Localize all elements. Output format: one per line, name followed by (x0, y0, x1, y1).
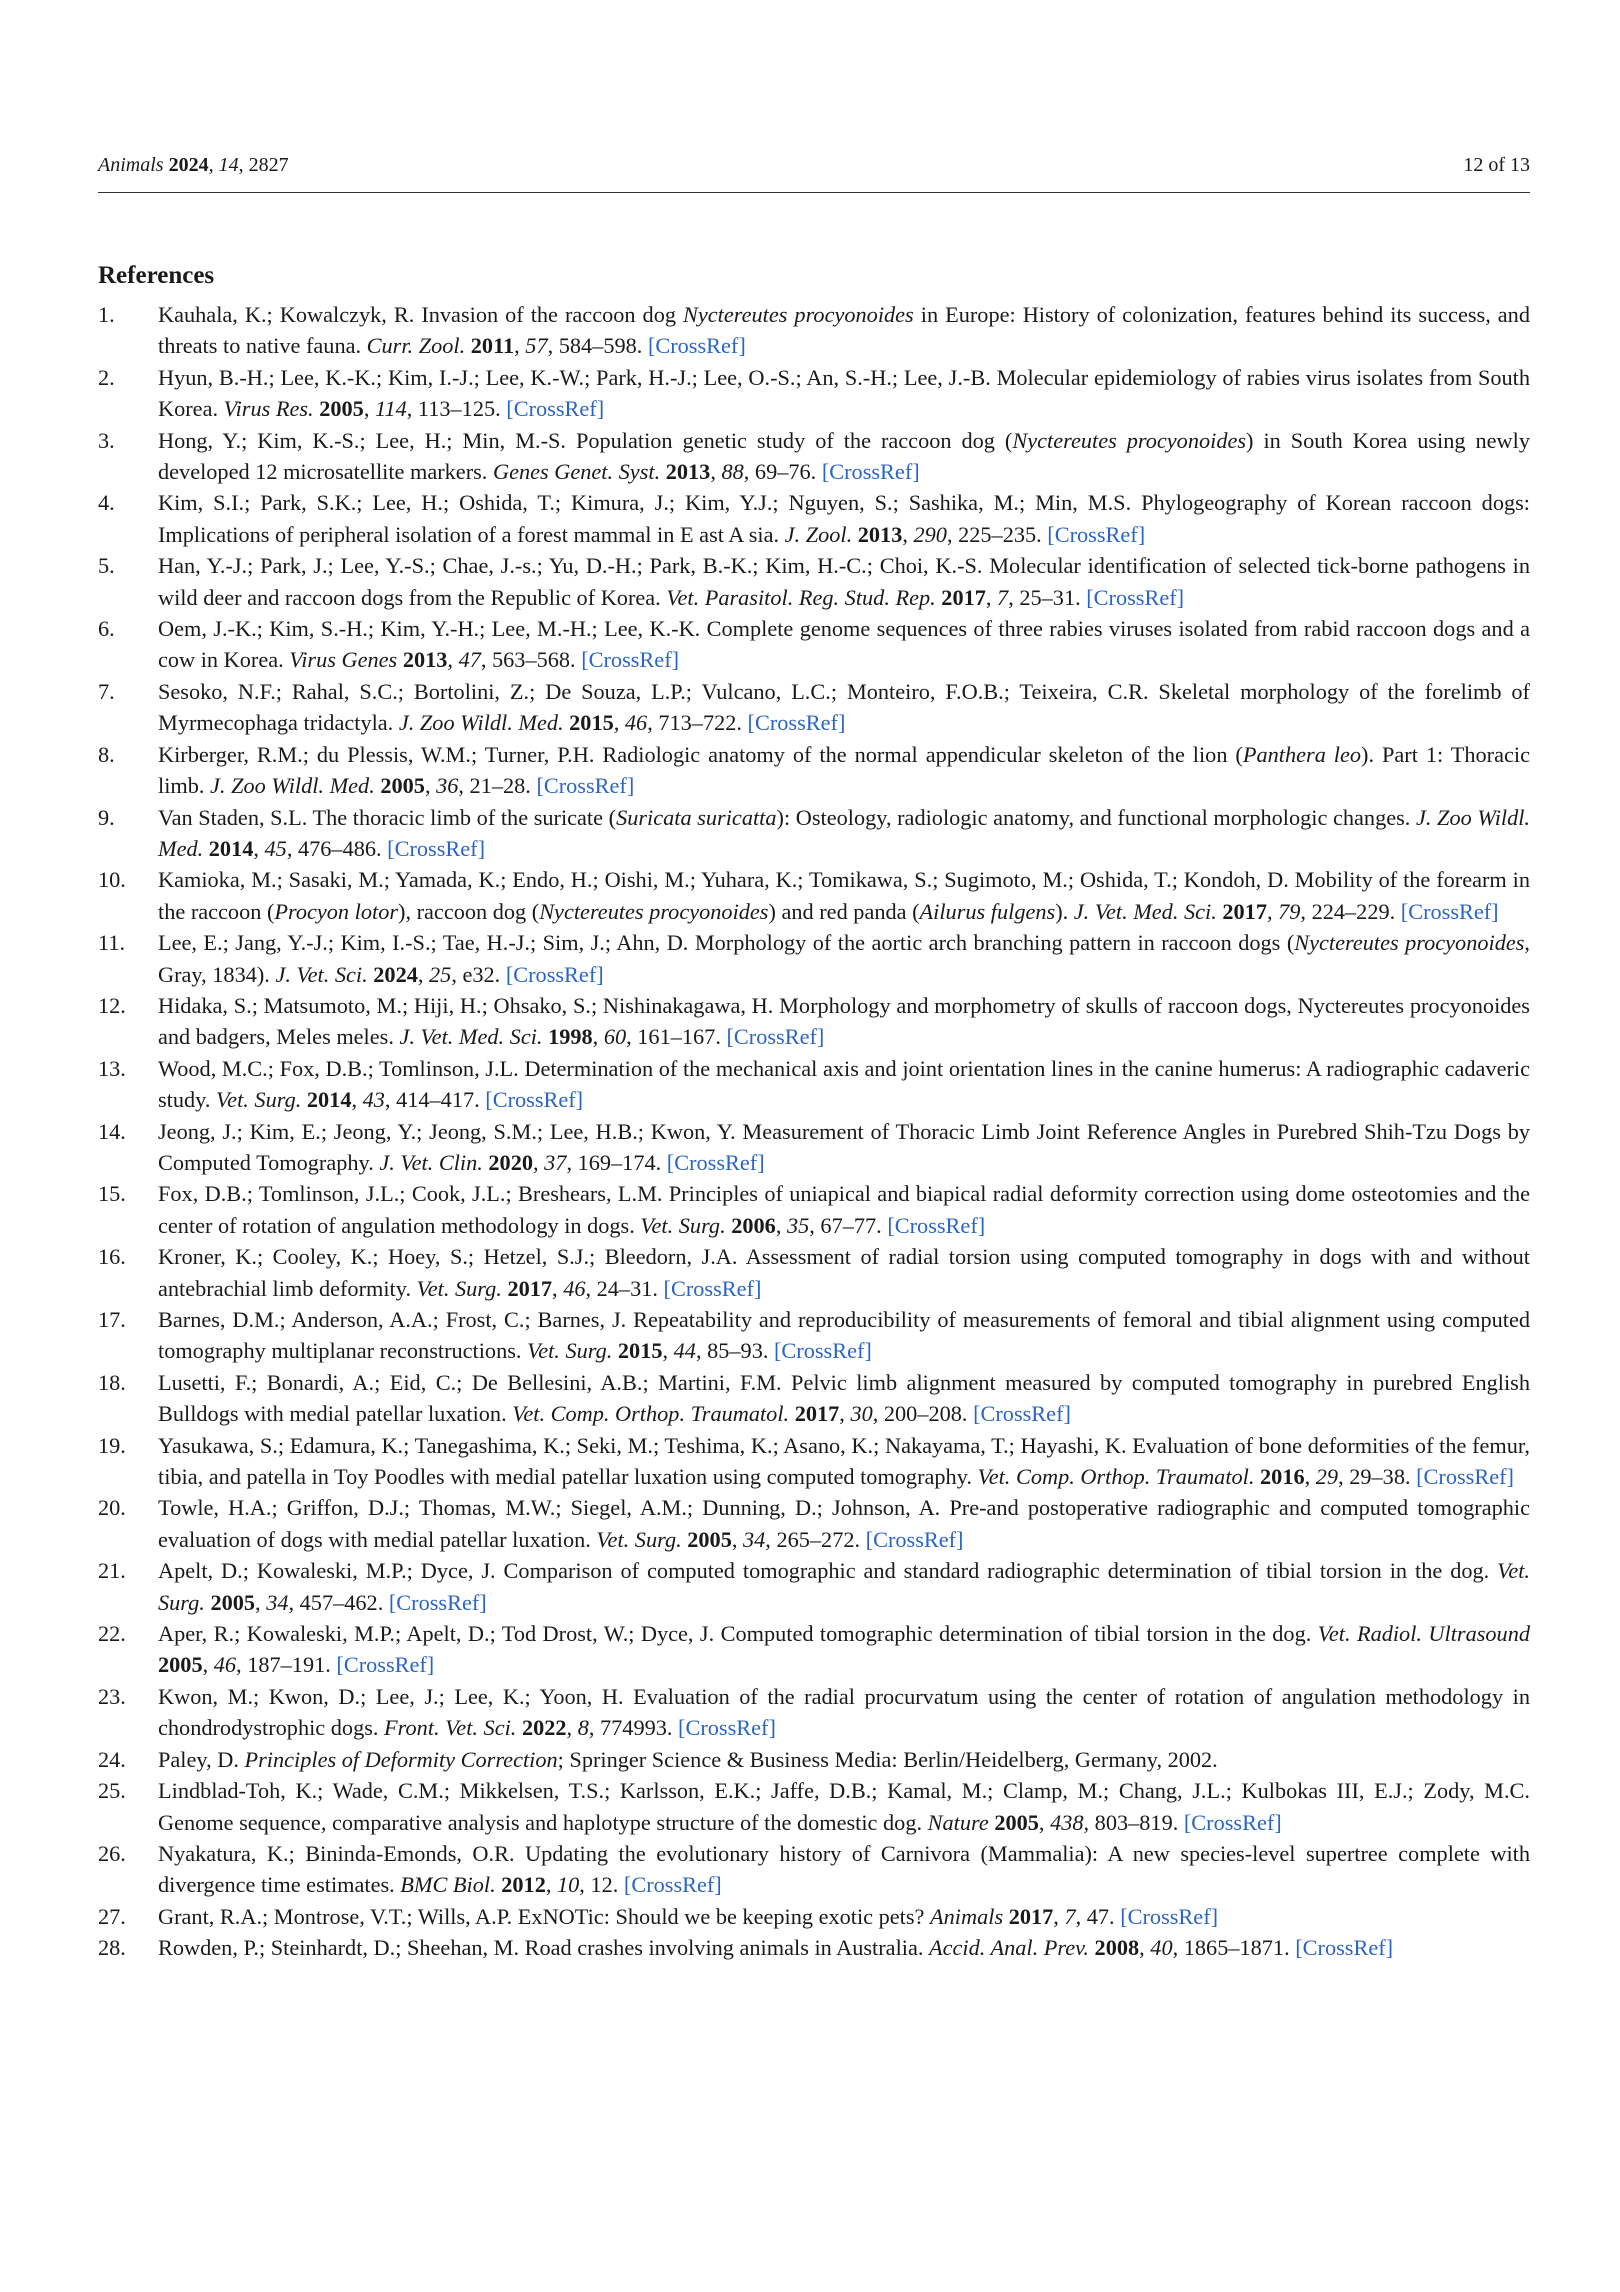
page-number: 12 of 13 (1463, 154, 1530, 176)
crossref-link[interactable]: [CrossRef] (726, 1024, 825, 1050)
reference-item (98, 550, 1530, 613)
reference-italic-text: Panthera leo (1242, 741, 1362, 767)
references-heading: References (98, 262, 215, 289)
reference-year: 2014 (306, 1087, 352, 1113)
reference-italic-text: 43 (362, 1087, 385, 1113)
reference-italic-text: 36 (436, 773, 459, 799)
reference-item (98, 1241, 1530, 1304)
reference-text: , (1053, 1903, 1065, 1929)
reference-item (98, 487, 1530, 550)
reference-italic-text: 47 (458, 647, 481, 673)
reference-text: Van Staden, S.L. The thoracic limb of the suricate ( (158, 804, 617, 830)
reference-item (98, 425, 1530, 488)
crossref-link[interactable]: [CrossRef] (1400, 898, 1499, 924)
reference-text: , (662, 1338, 674, 1364)
reference-text: Paley, D. (158, 1746, 245, 1772)
reference-italic-text: J. Vet. Clin. (379, 1149, 483, 1175)
reference-italic-text: Accid. Anal. Prev. (929, 1935, 1089, 1961)
reference-item (98, 802, 1530, 865)
crossref-link[interactable]: [CrossRef] (485, 1087, 584, 1113)
reference-number: 12. (98, 992, 126, 1018)
reference-italic-text: Virus Res. (223, 396, 314, 422)
reference-text: , 67–77. (809, 1212, 888, 1238)
reference-text: Kirberger, R.M.; du Plessis, W.M.; Turner, P.H. Radiologic anatomy of the normal appendicular skeleton of the lion ( (158, 741, 1243, 767)
reference-year: 2012 (501, 1872, 546, 1898)
reference-italic-text: 45 (264, 835, 287, 861)
reference-number: 13. (98, 1055, 126, 1081)
reference-text: Hong, Y.; Kim, K.-S.; Lee, H.; Min, M.-S. Population genetic study of the raccoon dog ( (158, 427, 1013, 453)
reference-list (98, 299, 1530, 1964)
reference-text: , (255, 1589, 267, 1615)
reference-italic-text: J. Vet. Sci. (275, 961, 368, 987)
reference-italic-text: Nyctereutes procyonoides (539, 898, 769, 924)
reference-number: 27. (98, 1903, 126, 1929)
reference-number: 14. (98, 1118, 126, 1144)
reference-text: , (417, 961, 430, 987)
reference-italic-text: 7 (997, 584, 1009, 610)
reference-item (98, 676, 1530, 739)
reference-text: , (447, 647, 459, 673)
reference-italic-text: Principles of Deformity Correction (244, 1746, 558, 1772)
reference-italic-text: Vet. Radiol. Ultrasound (1317, 1621, 1530, 1647)
reference-text: , (985, 584, 998, 610)
crossref-link[interactable]: [CrossRef] (821, 459, 920, 485)
reference-italic-text: Animals (930, 1903, 1004, 1929)
crossref-link[interactable]: [CrossRef] (1120, 1903, 1219, 1929)
crossref-link[interactable]: [CrossRef] (663, 1275, 762, 1301)
reference-text: Apelt, D.; Kowaleski, M.P.; Dyce, J. Comparison of computed tomographic and standard radiographic determination of tibial torsion in the dog. (158, 1558, 1498, 1584)
reference-text: ) and red panda ( (768, 898, 920, 924)
reference-italic-text: 34 (743, 1526, 766, 1552)
reference-number: 25. (98, 1778, 126, 1804)
reference-text: Kim, S.I.; Park, S.K.; Lee, H.; Oshida, T.; Kimura, J.; Kim, Y.J.; Nguyen, S.; Sashika, M.; Min, M.S. Phylogeography of Korean raccoon dogs: Implications of peripheral isolation of a forest mammal in E ast A sia. (158, 490, 1530, 547)
reference-number: 16. (98, 1244, 126, 1270)
reference-italic-text: BMC Biol. (400, 1872, 496, 1898)
reference-italic-text: Vet. Surg. (596, 1526, 682, 1552)
reference-text: ) in South Korea using newly developed 12 microsatellite markers. (158, 427, 1530, 485)
reference-item (98, 1430, 1530, 1493)
reference-item (98, 362, 1530, 425)
crossref-link[interactable]: [CrossRef] (747, 710, 846, 736)
reference-text: , (710, 459, 722, 485)
reference-item (98, 1775, 1530, 1838)
reference-italic-text: Vet. Surg. (216, 1087, 302, 1113)
reference-text: Han, Y.-J.; Park, J.; Lee, Y.-S.; Chae, J.-s.; Yu, D.-H.; Park, B.-K.; Kim, H.-C.; Choi, K.-S. Molecular identification of selected tick-borne pathogens in wild deer and raccoon dogs from the Republic of Korea. (158, 553, 1530, 610)
reference-italic-text: Vet. Surg. (640, 1212, 726, 1238)
article-number: 2827 (248, 154, 289, 176)
reference-year: 2024 (373, 961, 418, 987)
reference-number: 1. (98, 302, 115, 327)
reference-number: 28. (98, 1935, 126, 1961)
reference-italic-text: 25 (429, 961, 452, 987)
reference-text: , 24–31. (585, 1275, 664, 1301)
reference-text: , 200–208. (872, 1401, 974, 1427)
reference-text: , 224–229. (1300, 898, 1401, 924)
crossref-link[interactable]: [CrossRef] (774, 1338, 872, 1364)
reference-text: , (514, 333, 526, 359)
reference-number: 4. (98, 490, 115, 516)
reference-italic-text: Nyctereutes procyonoides (1294, 930, 1525, 956)
reference-year: 2022 (521, 1715, 567, 1741)
reference-number: 8. (98, 741, 115, 767)
reference-year: 2013 (857, 521, 903, 547)
reference-year: 2015 (617, 1338, 663, 1364)
reference-text: Kwon, M.; Kwon, D.; Lee, J.; Lee, K.; Yoon, H. Evaluation of the radial procurvatum using the center of rotation of angulation methodology in chondrodystrophic dogs. (158, 1683, 1530, 1741)
reference-text: , (1266, 898, 1279, 924)
reference-text: Aper, R.; Kowaleski, M.P.; Apelt, D.; Tod Drost, W.; Dyce, J. Computed tomographic determination of tibial torsion in the dog. (158, 1621, 1318, 1647)
reference-text: Lee, E.; Jang, Y.-J.; Kim, I.-S.; Tae, H.-J.; Sim, J.; Ahn, D. Morphology of the aortic arch branching pattern in raccoon dogs ( (158, 930, 1295, 956)
reference-item (98, 864, 1530, 927)
reference-item (98, 1178, 1530, 1241)
reference-number: 26. (98, 1840, 126, 1866)
reference-italic-text: Virus Genes (289, 647, 398, 673)
reference-text: ): Osteology, radiologic anatomy, and functional morphologic changes. (776, 804, 1416, 830)
reference-italic-text: 34 (266, 1589, 289, 1615)
reference-italic-text: J. Zoo Wildl. Med. (158, 804, 1531, 861)
reference-italic-text: Genes Genet. Syst. (492, 459, 661, 485)
reference-italic-text: 44 (673, 1338, 696, 1364)
reference-item (98, 299, 1530, 362)
reference-item (98, 927, 1530, 990)
reference-year: 2005 (994, 1809, 1039, 1835)
reference-text: , 169–174. (566, 1149, 667, 1175)
reference-text: Kamioka, M.; Sasaki, M.; Yamada, K.; Endo, H.; Oishi, M.; Yuhara, K.; Tomikawa, S.; Sugimoto, M.; Oshida, T.; Kondoh, D. Mobility of the forearm in the raccoon ( (158, 867, 1530, 924)
reference-number: 5. (98, 553, 115, 579)
reference-text: , 113–125. (406, 396, 507, 422)
reference-year: 2013 (665, 459, 711, 485)
reference-italic-text: J. Zoo Wildl. Med. (210, 773, 375, 799)
reference-item (98, 1901, 1530, 1932)
reference-number: 3. (98, 427, 115, 453)
reference-number: 18. (98, 1369, 126, 1395)
reference-year: 2005 (319, 396, 364, 422)
reference-year: 2005 (380, 773, 425, 799)
reference-italic-text: 46 (563, 1275, 586, 1301)
reference-italic-text: Nature (927, 1809, 989, 1835)
reference-italic-text: 114 (374, 396, 407, 422)
reference-text: , 563–568. (480, 647, 582, 673)
crossref-link[interactable]: [CrossRef] (506, 396, 605, 422)
reference-year: 2017 (1222, 898, 1267, 924)
reference-text: , 265–272. (765, 1526, 866, 1552)
reference-text: in Europe: History of colonization, features behind its success, and threats to native fauna. (158, 302, 1530, 359)
reference-year: 2006 (731, 1212, 776, 1238)
reference-item (98, 1618, 1530, 1681)
reference-item (98, 1838, 1530, 1901)
reference-text: , 803–819. (1083, 1809, 1184, 1835)
reference-text: Yasukawa, S.; Edamura, K.; Tanegashima, K.; Seki, M.; Teshima, K.; Asano, K.; Nakayama, T.; Hayashi, K. Evaluation of bone deformities of the femur, tibia, and patella in Toy Poodles with medial patellar luxation using computed tomography. (158, 1432, 1530, 1490)
reference-text: , (839, 1401, 851, 1427)
reference-text: , (363, 396, 375, 422)
reference-italic-text: J. Vet. Med. Sci. (399, 1024, 543, 1050)
reference-text: Wood, M.C.; Fox, D.B.; Tomlinson, J.L. Determination of the mechanical axis and joint orientation lines in the canine humerus: A radiographic cadaveric study. (158, 1055, 1530, 1113)
reference-text: Lindblad-Toh, K.; Wade, C.M.; Mikkelsen, T.S.; Karlsson, E.K.; Jaffe, D.B.; Kamal, M.; Clamp, M.; Chang, J.L.; Kulbokas III, E.J.; Zody, M.C. Genome sequence, comparative analysis and haplotype structure of the domestic dog. (158, 1778, 1530, 1835)
reference-text: ). (1055, 898, 1074, 924)
reference-text: , (1304, 1464, 1316, 1490)
reference-italic-text: Vet. Parasitol. Reg. Stud. Rep. (666, 584, 936, 610)
reference-text: , 584–598. (547, 333, 648, 359)
reference-number: 21. (98, 1558, 126, 1584)
reference-text: , 25–31. (1008, 584, 1087, 610)
reference-text: Grant, R.A.; Montrose, V.T.; Wills, A.P. ExNOTic: Should we be keeping exotic pets? (158, 1903, 931, 1929)
reference-number: 15. (98, 1181, 126, 1207)
reference-number: 10. (98, 867, 126, 893)
reference-text: Nyakatura, K.; Bininda-Emonds, O.R. Updating the evolutionary history of Carnivora (Mammalia): A new species-level supertree complete with divergence time estimates. (158, 1840, 1530, 1898)
reference-italic-text: 40 (1150, 1935, 1173, 1961)
reference-item (98, 1681, 1530, 1744)
reference-item (98, 613, 1530, 676)
reference-text: , (902, 521, 914, 547)
reference-text: , (1139, 1935, 1151, 1961)
reference-italic-text: Curr. Zool. (366, 333, 466, 359)
reference-text: , (424, 773, 437, 799)
reference-text: , 1865–1871. (1172, 1935, 1296, 1961)
reference-item (98, 1304, 1530, 1367)
reference-text: , (552, 1275, 564, 1301)
reference-item (98, 1555, 1530, 1618)
reference-item (98, 1116, 1530, 1179)
crossref-link[interactable]: [CrossRef] (388, 1589, 487, 1615)
crossref-link[interactable]: [CrossRef] (623, 1872, 722, 1898)
reference-year: 2020 (488, 1149, 533, 1175)
reference-year: 2011 (470, 333, 515, 359)
reference-italic-text: 290 (913, 521, 947, 547)
reference-text: ). Part 1: Thoracic limb. (158, 741, 1530, 799)
crossref-link[interactable]: [CrossRef] (678, 1715, 776, 1741)
reference-italic-text: 79 (1278, 898, 1301, 924)
reference-text: , (532, 1149, 545, 1175)
reference-text: ), raccoon dog ( (398, 898, 540, 924)
reference-item (98, 1932, 1530, 1963)
reference-text: , (202, 1652, 214, 1678)
journal-citation: Animals 2024, 14, 2827 (98, 154, 289, 176)
crossref-link[interactable]: [CrossRef] (1416, 1464, 1514, 1490)
reference-italic-text: Vet. Surg. (416, 1275, 502, 1301)
crossref-link[interactable]: [CrossRef] (865, 1526, 964, 1552)
crossref-link[interactable]: [CrossRef] (887, 1212, 986, 1238)
reference-italic-text: 35 (786, 1212, 810, 1238)
reference-italic-text: Vet. Surg. (527, 1338, 613, 1364)
reference-item (98, 739, 1530, 802)
reference-item (98, 1744, 1530, 1775)
reference-text: Barnes, D.M.; Anderson, A.A.; Frost, C.; Barnes, J. Repeatability and reproducibility of measurements of femoral and tibial alignment using computed tomography multiplanar reconstructions. (158, 1307, 1530, 1364)
reference-text: , (775, 1212, 787, 1238)
reference-italic-text: 10 (557, 1872, 580, 1898)
reference-text: , 12. (579, 1872, 624, 1898)
reference-number: 11. (98, 930, 126, 956)
reference-text: , 47. (1075, 1903, 1121, 1929)
reference-italic-text: 37 (544, 1149, 567, 1175)
reference-text: , 69–76. (743, 459, 822, 485)
reference-italic-text: Vet. Comp. Orthop. Traumatol. (977, 1464, 1255, 1490)
reference-text: , (731, 1526, 743, 1552)
reference-text: Fox, D.B.; Tomlinson, J.L.; Cook, J.L.; Breshears, L.M. Principles of uniapical and biapical radial deformity correction using dome osteotomies and the center of rotation of angulation methodology in dogs. (158, 1181, 1530, 1238)
reference-year: 2017 (507, 1275, 553, 1301)
reference-text: , (1038, 1809, 1051, 1835)
reference-year: 2017 (1008, 1903, 1054, 1929)
reference-italic-text: Suricata suricatta (616, 804, 777, 830)
reference-italic-text: 46 (213, 1652, 237, 1678)
journal-volume: 14 (218, 154, 239, 176)
crossref-link[interactable]: [CrossRef] (1047, 521, 1146, 547)
reference-italic-text: 60 (603, 1024, 627, 1050)
journal-year: 2024 (168, 154, 209, 176)
reference-italic-text: Front. Vet. Sci. (384, 1715, 517, 1741)
reference-year: 2005 (687, 1526, 732, 1552)
reference-year: 2008 (1094, 1935, 1140, 1961)
reference-item (98, 1367, 1530, 1430)
journal-name: Animals (98, 154, 164, 176)
reference-italic-text: Vet. Comp. Orthop. Traumatol. (512, 1401, 790, 1427)
reference-text: Hidaka, S.; Matsumoto, M.; Hiji, H.; Ohsako, S.; Nishinakagawa, H. Morphology and morphometry of skulls of raccoon dogs, Nyctereutes procyonoides and badgers, Meles meles. (158, 992, 1530, 1050)
reference-text: Kauhala, K.; Kowalczyk, R. Invasion of the raccoon dog (158, 302, 683, 327)
reference-italic-text: 88 (721, 459, 744, 485)
page-header (98, 150, 1530, 193)
reference-year: 2016 (1260, 1464, 1305, 1490)
crossref-link[interactable]: [CrossRef] (336, 1652, 435, 1678)
reference-text: Towle, H.A.; Griffon, D.J.; Thomas, M.W.; Siegel, A.M.; Dunning, D.; Johnson, A. Pre-and postoperative radiographic and computed tomographic evaluation of dogs with medial patellar luxation. (158, 1495, 1530, 1552)
reference-text: , 187–191. (236, 1652, 337, 1678)
reference-text: , 457–462. (288, 1589, 389, 1615)
reference-italic-text: Nyctereutes procyonoides (683, 302, 914, 327)
reference-italic-text: 8 (577, 1715, 589, 1741)
reference-year: 2017 (794, 1401, 840, 1427)
reference-text: , (566, 1715, 578, 1741)
reference-italic-text: 7 (1064, 1903, 1076, 1929)
reference-italic-text: Vet. Surg. (158, 1558, 1530, 1615)
reference-text: , (613, 710, 625, 736)
reference-number: 17. (98, 1307, 126, 1332)
reference-text: , (253, 835, 265, 861)
reference-text: , (545, 1872, 557, 1898)
reference-text: , 414–417. (384, 1087, 486, 1113)
reference-italic-text: 46 (624, 710, 648, 736)
reference-year: 2014 (208, 835, 254, 861)
reference-year: 2015 (569, 710, 614, 736)
reference-text: , 21–28. (458, 773, 537, 799)
reference-number: 22. (98, 1621, 126, 1647)
reference-text: Lusetti, F.; Bonardi, A.; Eid, C.; De Bellesini, A.B.; Martini, F.M. Pelvic limb alignment measured by computed tomography in purebred English Bulldogs with medial patellar luxation. (158, 1369, 1530, 1427)
reference-item (98, 1053, 1530, 1116)
reference-text: , 85–93. (695, 1338, 774, 1364)
reference-year: 2017 (941, 584, 986, 610)
reference-text: Oem, J.-K.; Kim, S.-H.; Kim, Y.-H.; Lee, M.-H.; Lee, K.-K. Complete genome sequences of three rabies viruses isolated from rabid raccoon dogs and a cow in Korea. (158, 616, 1530, 673)
reference-italic-text: 30 (850, 1401, 873, 1427)
reference-italic-text: Procyon lotor (274, 898, 399, 924)
reference-number: 6. (98, 616, 115, 642)
reference-year: 1998 (548, 1024, 593, 1050)
reference-italic-text: J. Zool. (784, 521, 853, 547)
reference-text: Rowden, P.; Steinhardt, D.; Sheehan, M. Road crashes involving animals in Australia. (158, 1935, 930, 1961)
reference-text: , 476–486. (286, 835, 388, 861)
crossref-link[interactable]: [CrossRef] (666, 1149, 765, 1175)
reference-number: 7. (98, 678, 115, 704)
reference-text: , e32. (451, 961, 506, 987)
reference-italic-text: 438 (1050, 1809, 1084, 1835)
reference-italic-text: 57 (525, 333, 548, 359)
crossref-link[interactable]: [CrossRef] (536, 773, 635, 799)
reference-item (98, 1492, 1530, 1555)
reference-italic-text: J. Zoo Wildl. Med. (398, 710, 564, 736)
reference-number: 24. (98, 1746, 126, 1772)
reference-text: , (592, 1024, 604, 1050)
crossref-link[interactable]: [CrossRef] (1086, 584, 1185, 610)
reference-number: 19. (98, 1432, 126, 1458)
reference-italic-text: Nyctereutes procyonoides (1012, 427, 1247, 453)
reference-italic-text: J. Vet. Med. Sci. (1073, 898, 1217, 924)
reference-text: Hyun, B.-H.; Lee, K.-K.; Kim, I.-J.; Lee, K.-W.; Park, H.-J.; Lee, O.-S.; An, S.-H.; Lee, J.-B. Molecular epidemiology of rabies virus isolates from South Korea. (158, 364, 1530, 422)
reference-text: , 774993. (588, 1715, 679, 1741)
reference-year: 2005 (158, 1652, 203, 1678)
reference-number: 9. (98, 804, 115, 830)
crossref-link[interactable]: [CrossRef] (1183, 1809, 1282, 1835)
reference-text: , 225–235. (946, 521, 1048, 547)
reference-number: 20. (98, 1495, 126, 1521)
reference-text: , Gray, 1834). (158, 930, 1530, 987)
crossref-link[interactable]: [CrossRef] (973, 1401, 1071, 1427)
crossref-link[interactable]: [CrossRef] (1295, 1935, 1394, 1961)
reference-text: , 161–167. (626, 1024, 727, 1050)
reference-number: 23. (98, 1683, 126, 1709)
reference-text: Kroner, K.; Cooley, K.; Hoey, S.; Hetzel, S.J.; Bleedorn, J.A. Assessment of radial torsion using computed tomography in dogs with and without antebrachial limb deformity. (158, 1244, 1530, 1301)
reference-item (98, 990, 1530, 1053)
reference-text: , 713–722. (647, 710, 748, 736)
reference-text: Sesoko, N.F.; Rahal, S.C.; Bortolini, Z.; De Souza, L.P.; Vulcano, L.C.; Monteiro, F.O.B.; Teixeira, C.R. Skeletal morphology of the forelimb of Myrmecophaga tridactyla. (158, 678, 1530, 736)
reference-number: 2. (98, 364, 115, 390)
reference-text: Jeong, J.; Kim, E.; Jeong, Y.; Jeong, S.M.; Lee, H.B.; Kwon, Y. Measurement of Thoracic Limb Joint Reference Angles in Purebred Shih-Tzu Dogs by Computed Tomography. (158, 1118, 1530, 1175)
reference-text: , (351, 1087, 363, 1113)
reference-italic-text: Ailurus fulgens (919, 898, 1056, 924)
reference-text: , 29–38. (1338, 1464, 1417, 1490)
crossref-link[interactable]: [CrossRef] (505, 961, 604, 987)
reference-year: 2005 (210, 1589, 256, 1615)
crossref-link[interactable]: [CrossRef] (581, 647, 680, 673)
reference-italic-text: 29 (1315, 1464, 1339, 1490)
reference-year: 2013 (402, 647, 448, 673)
reference-text: ; Springer Science & Business Media: Berlin/Heidelberg, Germany, 2002. (557, 1746, 1218, 1772)
crossref-link[interactable]: [CrossRef] (647, 333, 746, 359)
crossref-link[interactable]: [CrossRef] (387, 835, 486, 861)
